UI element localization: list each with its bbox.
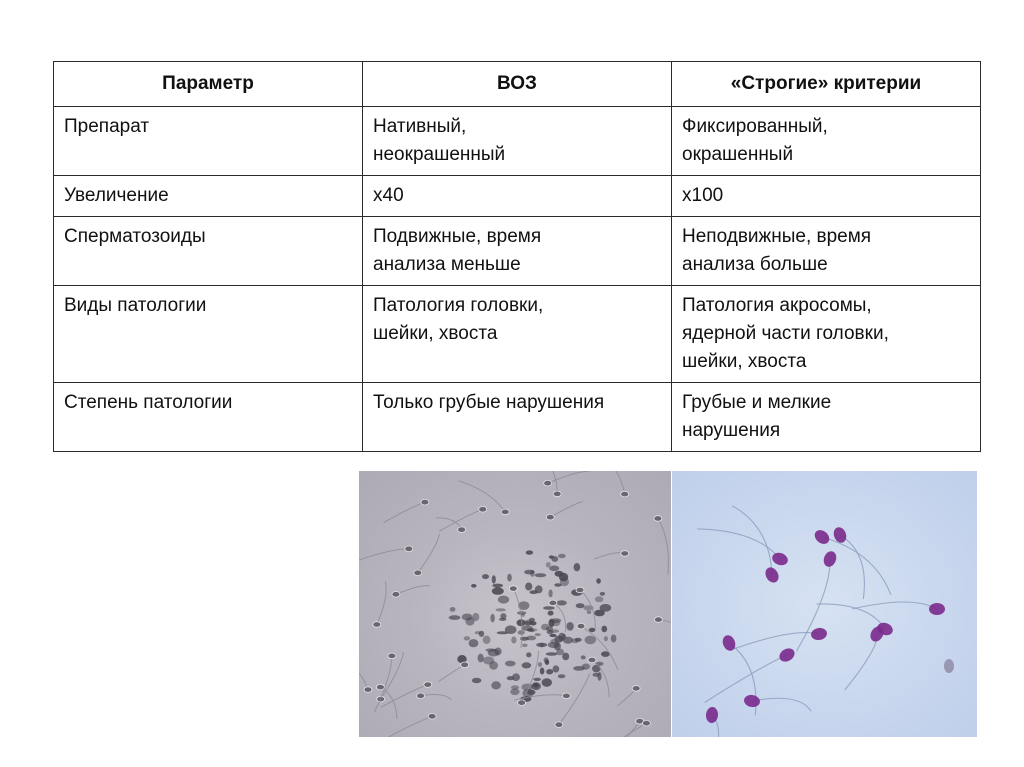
cell-debris <box>604 636 608 641</box>
sperm-head <box>509 586 517 592</box>
cell-debris <box>597 672 601 681</box>
sperm-tail <box>752 698 811 711</box>
sperm-head <box>546 514 554 520</box>
cell-debris <box>511 636 516 643</box>
cell-debris <box>535 633 541 636</box>
cell-line: Фиксированный, <box>682 116 828 137</box>
cell-debris <box>529 618 535 622</box>
sperm-head <box>654 617 662 623</box>
sperm-tail <box>732 506 772 575</box>
cell-line: х100 <box>682 185 724 206</box>
cell-strict <box>672 383 981 452</box>
cell-debris <box>549 555 554 558</box>
sperm-tail <box>852 602 937 609</box>
sperm-head <box>576 587 584 593</box>
cell-debris <box>585 636 596 645</box>
cell-debris <box>601 626 607 633</box>
cell-parameter <box>54 383 363 452</box>
debris-spot <box>944 659 954 673</box>
sperm-head <box>632 686 640 692</box>
sperm-head <box>822 549 839 568</box>
cell-strict <box>672 217 981 286</box>
sperm-tail <box>553 603 566 632</box>
cell-debris <box>496 608 506 611</box>
cell-debris <box>559 573 568 582</box>
table-row <box>54 286 981 383</box>
cell-debris <box>573 666 585 671</box>
cell-debris <box>499 618 507 621</box>
cell-debris <box>592 665 601 672</box>
cell-debris <box>492 575 496 583</box>
cell-debris <box>536 643 547 647</box>
cell-debris <box>462 614 473 621</box>
cell-debris <box>554 636 563 643</box>
cell-debris <box>505 625 517 634</box>
cell-line: Препарат <box>64 116 150 137</box>
sperm-head <box>376 684 384 690</box>
cell-debris <box>544 657 549 663</box>
cell-line: анализа больше <box>682 254 828 275</box>
sperm-tail <box>594 553 625 559</box>
table-row <box>54 176 981 217</box>
cell-debris <box>594 610 605 617</box>
cell-debris <box>543 606 555 610</box>
cell-debris <box>488 649 500 656</box>
cell-who <box>363 176 672 217</box>
cell-line: Патология головки, <box>373 295 544 316</box>
cell-debris <box>553 665 560 672</box>
cell-debris <box>538 662 542 667</box>
cell-debris <box>490 614 494 623</box>
sperm-tail <box>559 673 590 724</box>
sperm-head <box>577 623 585 629</box>
cell-who <box>363 217 672 286</box>
header-who: ВОЗ <box>363 62 672 107</box>
sperm-head <box>421 499 429 505</box>
sperm-tail <box>822 537 891 595</box>
sperm-tail <box>845 634 878 690</box>
cell-debris <box>518 630 525 635</box>
sperm-head <box>501 509 509 515</box>
sperm-tail <box>611 721 639 737</box>
cell-line: Только грубые нарушения <box>373 392 605 413</box>
cell-debris <box>542 678 552 687</box>
cell-parameter <box>54 217 363 286</box>
sperm-head <box>562 693 570 699</box>
cell-debris <box>530 570 534 577</box>
cell-debris <box>464 636 470 640</box>
sperm-tail <box>359 549 409 562</box>
cell-line: Степень патологии <box>64 392 233 413</box>
sperm-head <box>461 662 469 668</box>
cell-debris <box>535 573 547 577</box>
cell-strict <box>672 107 981 176</box>
cell-debris <box>596 578 601 583</box>
sperm-head <box>458 527 466 533</box>
sperm-head <box>810 627 828 642</box>
cell-debris <box>498 596 509 604</box>
cell-line: шейки, хвоста <box>682 351 807 372</box>
native-unstained-micrograph <box>359 471 671 737</box>
cell-debris <box>478 654 484 663</box>
sperm-tail <box>380 716 432 737</box>
cell-debris <box>557 600 567 605</box>
cell-debris <box>479 631 484 637</box>
table-row <box>54 107 981 176</box>
stained-fixed-micrograph <box>672 471 977 737</box>
cell-debris <box>548 611 554 616</box>
sperm-head <box>721 633 738 652</box>
cell-debris <box>449 615 461 620</box>
cell-debris <box>526 550 533 554</box>
cell-line: анализа меньше <box>373 254 521 275</box>
cell-debris <box>600 592 605 596</box>
sperm-head <box>405 546 413 552</box>
cell-debris <box>505 661 516 667</box>
table-header-row <box>54 62 981 107</box>
cell-debris <box>533 678 541 681</box>
cell-strict <box>672 176 981 217</box>
cell-debris <box>492 587 504 594</box>
sperm-tail <box>421 695 452 700</box>
cell-line: Подвижные, время <box>373 226 542 247</box>
cell-debris <box>522 644 528 648</box>
cell-debris <box>546 652 558 655</box>
cell-parameter <box>54 286 363 383</box>
cell-debris <box>472 613 479 621</box>
sperm-head <box>373 622 381 628</box>
table-row <box>54 217 981 286</box>
cell-debris <box>482 574 489 579</box>
cell-debris <box>512 673 520 681</box>
sperm-tail <box>418 534 440 573</box>
cell-debris <box>546 669 553 674</box>
cell-debris <box>576 603 585 608</box>
sperm-head <box>549 600 557 606</box>
cell-debris <box>549 589 553 597</box>
cell-debris <box>522 684 533 691</box>
header-parameter: Параметр <box>54 62 363 107</box>
sperm-head <box>588 657 596 663</box>
cell-debris <box>526 652 531 657</box>
sperm-head <box>812 527 832 546</box>
cell-debris <box>531 682 541 690</box>
sperm-tail <box>816 604 885 629</box>
sperm-tail <box>550 502 583 518</box>
cell-debris <box>587 611 591 614</box>
cell-who <box>363 107 672 176</box>
sperm-tail <box>733 633 819 650</box>
sperm-tail <box>599 723 646 737</box>
sperm-head <box>642 720 650 726</box>
sperm-head <box>555 722 563 728</box>
cell-debris <box>611 635 617 643</box>
sperm-head <box>428 714 436 720</box>
cell-debris <box>566 622 573 631</box>
cell-debris <box>574 563 581 571</box>
sperm-tail <box>697 529 780 559</box>
cell-debris <box>540 668 545 675</box>
cell-debris <box>549 634 556 637</box>
sperm-tail <box>658 519 669 575</box>
sperm-tail <box>600 471 625 494</box>
cell-debris <box>558 554 566 558</box>
cell-debris <box>581 655 586 659</box>
cell-debris <box>491 681 501 689</box>
cell-debris <box>589 628 596 632</box>
sperm-head <box>621 551 629 557</box>
cell-debris <box>492 584 503 588</box>
cell-debris <box>530 590 538 594</box>
cell-who <box>363 286 672 383</box>
cell-line: х40 <box>373 185 404 206</box>
cell-debris <box>546 562 551 568</box>
sperm-tail <box>438 665 464 682</box>
sperm-head <box>424 682 432 688</box>
sperm-head <box>479 507 487 513</box>
sperm-head <box>929 603 945 615</box>
sperm-head <box>770 551 789 568</box>
header-strict-criteria: «Строгие» критерии <box>672 62 981 107</box>
cell-line: шейки, хвоста <box>373 323 498 344</box>
cell-debris <box>507 574 512 582</box>
cell-line: Сперматозоиды <box>64 226 206 247</box>
cell-debris <box>549 566 559 572</box>
cell-debris <box>525 583 532 591</box>
cell-debris <box>550 618 561 623</box>
cell-debris <box>522 662 532 668</box>
sperm-head <box>392 592 400 598</box>
cell-line: нарушения <box>682 420 781 441</box>
cell-debris <box>483 657 494 665</box>
cell-line: Виды патологии <box>64 295 207 316</box>
cell-debris <box>547 630 554 634</box>
cell-debris <box>562 653 569 661</box>
cell-debris <box>511 685 519 689</box>
cell-debris <box>572 638 579 643</box>
cell-who <box>363 383 672 452</box>
cell-strict <box>672 286 981 383</box>
cell-debris <box>472 678 482 683</box>
sperm-head <box>417 693 425 699</box>
comparison-table <box>53 61 981 452</box>
cell-debris <box>530 629 535 633</box>
cell-line: Грубые и мелкие <box>682 392 832 413</box>
cell-line: окрашенный <box>682 144 794 165</box>
sperm-head <box>832 525 849 544</box>
sperm-tail <box>396 586 430 595</box>
sperm-head <box>414 570 422 576</box>
cell-line: Патология акросомы, <box>682 295 872 316</box>
cell-line: неокрашенный <box>373 144 506 165</box>
cell-debris <box>541 624 550 631</box>
sperm-head <box>621 491 629 497</box>
cell-debris <box>450 607 456 612</box>
cell-debris <box>483 636 491 644</box>
sperm-tail <box>374 656 392 712</box>
sperm-head <box>763 565 781 585</box>
cell-line: Неподвижные, время <box>682 226 872 247</box>
table-row <box>54 383 981 452</box>
sperm-head <box>364 687 372 693</box>
sperm-head <box>777 646 797 664</box>
cell-line: Увеличение <box>64 185 169 206</box>
cell-debris <box>517 619 526 626</box>
cell-debris <box>471 584 476 588</box>
cell-parameter <box>54 176 363 217</box>
sperm-head <box>518 700 526 706</box>
cell-parameter <box>54 107 363 176</box>
sperm-tail <box>359 654 368 689</box>
sperm-tail <box>705 655 787 703</box>
sperm-head <box>654 516 662 522</box>
sperm-tail <box>377 581 386 624</box>
sperm-head <box>743 694 761 709</box>
sperm-head <box>544 480 552 486</box>
sperm-head <box>553 491 561 497</box>
sperm-head <box>388 653 396 659</box>
sperm-tail <box>384 502 425 523</box>
cell-line: ядерной части головки, <box>682 323 889 344</box>
cell-debris <box>558 674 566 678</box>
cell-debris <box>469 639 479 647</box>
cell-line: Нативный, <box>373 116 467 137</box>
cell-debris <box>595 596 604 602</box>
